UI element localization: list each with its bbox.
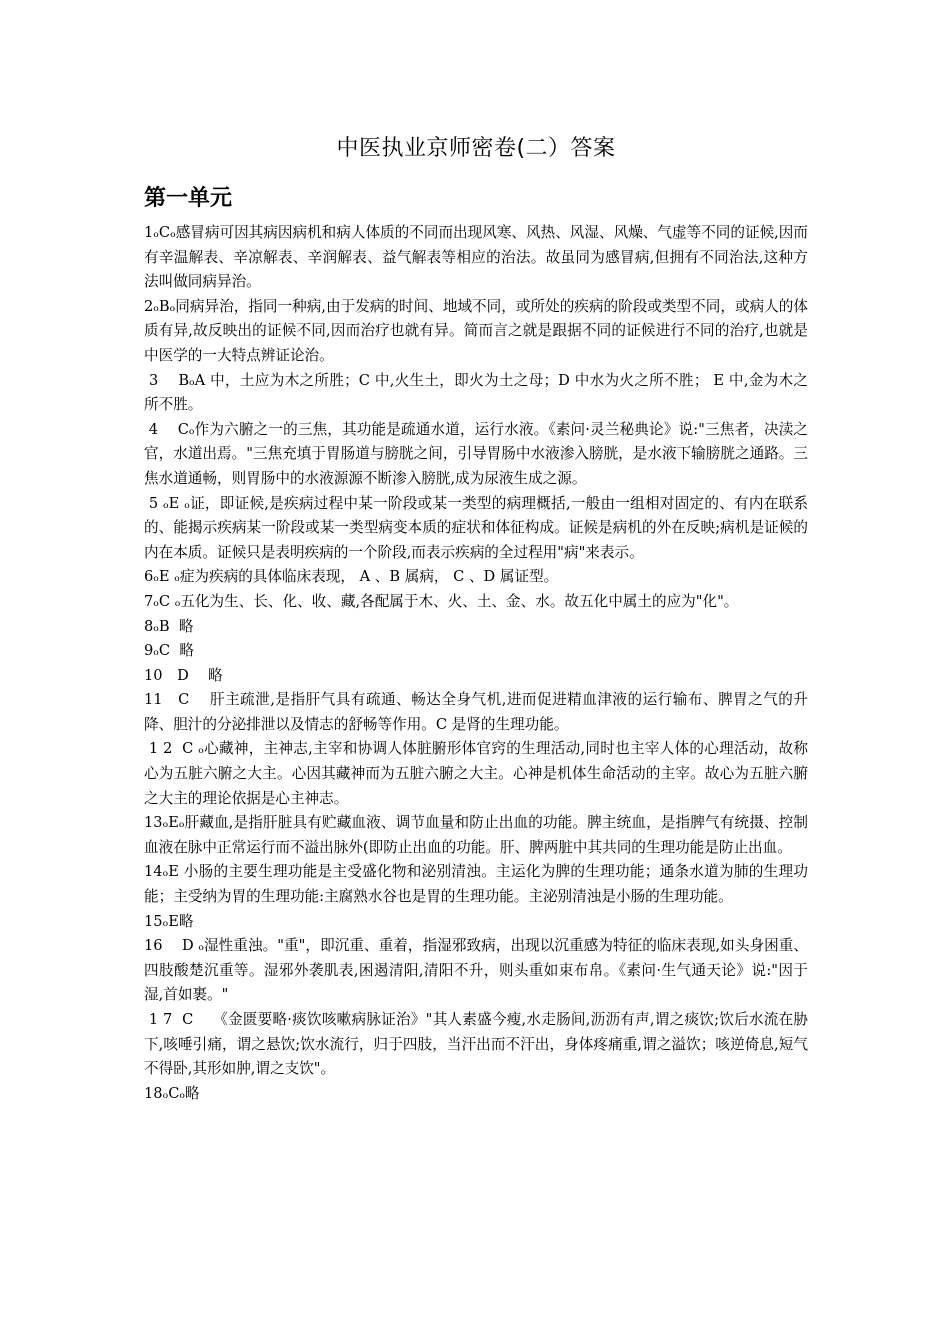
answer-item-18: 18ₒCₒ略	[144, 1084, 200, 1102]
section-heading: 第一单元	[144, 186, 233, 211]
answer-item-11: 11 C 肝主疏泄,是指肝气具有疏通、畅达全身气机,进而促进精血津液的运行输布、脾胃之气的升降、胆汁的分泌排泄以及情志的舒畅等作用。C 是肾的生理功能。	[144, 691, 808, 733]
answer-item-5: 5 ₒE ₒ证，即证候,是疾病过程中某一阶段或某一类型的病理概括,一般由一组相对固定的、有内在联系的、能揭示疾病某一阶段或某一类型病变本质的症状和体征构成。证候是病机的外在反映;病机是证候的内在本质。证候只是表明疾病的一个阶段,而表示疾病的全过程用"病"来表示。	[144, 494, 808, 561]
answer-item-17: 1 7 C 《金匮要略·痰饮咳嗽病脉证治》"其人素盛今瘦,水走肠间,沥沥有声,谓之痰饮;饮后水流在胁下,咳唾引痛，谓之悬饮;饮水流行，归于四肢，当汗出而不汗出，身体疼痛重,谓之溢饮；咳逆倚息,短气不得卧,其形如肿,谓之支饮"。	[144, 1011, 808, 1078]
answer-item-10: 10 D 略	[144, 666, 223, 684]
answer-item-9: 9ₒC 略	[144, 642, 194, 660]
answer-item-15: 15ₒE略	[144, 912, 194, 930]
answer-item-13: 13ₒEₒ肝藏血,是指肝脏具有贮藏血液、调节血量和防止出血的功能。脾主统血，是指脾气有统摄、控制血液在脉中正常运行而不溢出脉外(即防止出血的功能。肝、脾两脏中其共同的生理功能是防止出血。	[144, 814, 808, 856]
answer-list	[144, 221, 808, 1106]
answer-item-16: 16 D ₒ湿性重浊。"重"，即沉重、重着，指湿邪致病，出现以沉重感为特征的临床表现,如头身困重、四肢酸楚沉重等。湿邪外袭肌表,困遏清阳,清阳不升，则头重如束布帛。《素问·生气通天论》说:"因于湿,首如裹。"	[144, 937, 808, 1004]
answer-item-4: 4 Cₒ作为六腑之一的三焦，其功能是疏通水道，运行水液。《素问·灵兰秘典论》说:"三焦者，决渎之官，水道出焉。"三焦充填于胃肠道与膀胱之间，引导胃肠中水液渗入膀胱，是水液下输膀胱之通路。三焦水道通畅，则胃肠中的水液源源不断渗入膀胱,成为尿液生成之源。	[144, 420, 809, 487]
answer-item-1: 1ₒCₒ感冒病可因其病因病机和病人体质的不同而出现风寒、风热、风湿、风燥、气虚等不同的证候,因而有辛温解表、辛凉解表、辛润解表、益气解表等相应的治法。故虽同为感冒病,但拥有不同治法,这种方法叫做同病异治。	[144, 224, 808, 291]
answer-item-7: 7ₒC ₒ五化为生、长、化、收、藏,各配属于木、火、土、金、水。故五化中属土的应为"化"。	[144, 592, 739, 610]
answer-item-8: 8ₒB 略	[144, 617, 194, 635]
answer-item-3: 3 BₒA 中，土应为木之所胜；C 中,火生土，即火为土之母；D 中水为火之所不胜； E 中,金为木之所不胜。	[144, 371, 808, 414]
answer-item-2: 2ₒBₒ同病异治，指同一种病,由于发病的时间、地域不同，或所处的疾病的阶段或类型不同，或病人的体质有异,故反映出的证候不同,因而治疗也就有异。简而言之就是跟据不同的证候进行不同的治疗,也就是中医学的一大特点辨证论治。	[144, 297, 808, 364]
answer-item-6: 6ₒE ₒ症为疾病的具体临床表现， A 、B 属病， C 、D 属证型。	[144, 568, 559, 586]
answer-item-14: 14ₒE 小肠的主要生理功能是主受盛化物和泌别清浊。主运化为脾的生理功能；通条水道为肺的生理功能；主受纳为胃的生理功能:主腐熟水谷也是胃的生理功能。主泌别清浊是小肠的生理功能。	[144, 863, 808, 906]
document-title: 中医执业京师密卷(二）答案	[336, 136, 616, 161]
answer-item-12: 1 2 C ₒ心藏神，主神志,主宰和协调人体脏腑形体官窍的生理活动,同时也主宰人体的心理活动，故称心为五脏六腑之大主。心因其藏神而为五脏六腑之大主。心神是机体生命活动的主宰。故心为五脏六腑之大主的理论依据是心主神志。	[144, 740, 808, 807]
